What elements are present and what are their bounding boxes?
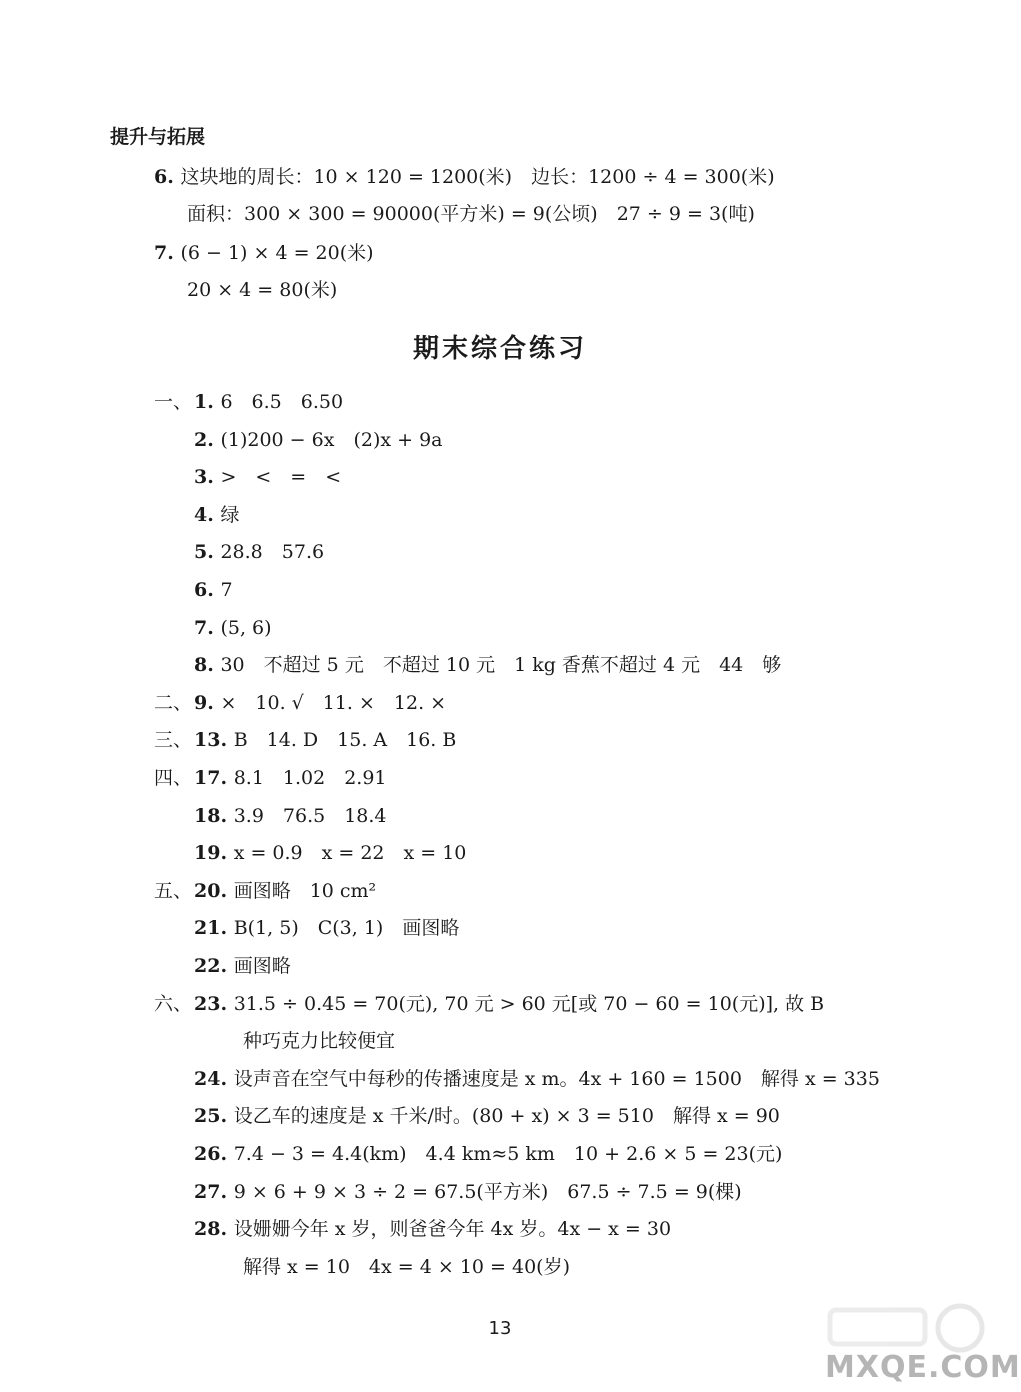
question-number: 2 (194, 429, 208, 451)
answer-text: × 10. √ 11. × 12. × (220, 692, 447, 714)
section-prefix: 六、 (154, 993, 193, 1015)
watermark-text: MXQE.COM (825, 1350, 1021, 1385)
question-number: 1 (194, 391, 208, 413)
section-prefix: 二、 (154, 692, 193, 714)
section-prefix: 四、 (154, 767, 193, 789)
answer-text: 设姗姗今年 x 岁，则爸爸今年 4x 岁。4x − x = 30 (233, 1218, 672, 1240)
answer-line: 24. 设声音在空气中每秒的传播速度是 x m。4x + 160 = 1500 解得 x = 335 (194, 1068, 880, 1090)
section-prefix: 三、 (154, 729, 193, 751)
question-number: 7 (154, 242, 168, 264)
answer-text: 6 6.5 6.50 (220, 391, 344, 413)
question-number: 4 (194, 504, 208, 526)
answer-text: (5, 6) (220, 617, 272, 639)
answer-text: (1)200 − 6x (2)x + 9a (220, 429, 443, 451)
question-number: 8 (194, 654, 208, 676)
answer-line: 18. 3.9 76.5 18.4 (194, 805, 387, 827)
question-number: 20 (194, 880, 221, 902)
answer-text: B(1, 5) C(3, 1) 画图略 (233, 917, 460, 939)
question-number: 23 (194, 993, 221, 1015)
answer-text: 这块地的周长：10 × 120 = 1200(米) 边长：1200 ÷ 4 = 300(米) (180, 166, 775, 188)
answer-line: 27. 9 × 6 + 9 × 3 ÷ 2 = 67.5(平方米) 67.5 ÷ 7.5 = 9(棵) (194, 1181, 742, 1203)
answer-line: 19. x = 0.9 x = 22 x = 10 (194, 842, 467, 864)
answer-line: 7. (5, 6) (194, 617, 272, 639)
answer-line: 21. B(1, 5) C(3, 1) 画图略 (194, 917, 460, 939)
answer-line: 7. (6 − 1) × 4 = 20(米) (154, 242, 374, 264)
question-number: 6 (154, 166, 168, 188)
question-number: 24 (194, 1068, 221, 1090)
answer-line: 6. 7 (194, 579, 233, 601)
answer-text: 画图略 10 cm² (233, 880, 377, 902)
answer-text: 设声音在空气中每秒的传播速度是 x m。4x + 160 = 1500 解得 x = 335 (233, 1068, 880, 1090)
answer-line: 二、 9. × 10. √ 11. × 12. × (154, 692, 447, 714)
question-number: 19 (194, 842, 221, 864)
answer-line: 三、 13. B 14. D 15. A 16. B (154, 729, 457, 751)
answer-line: 3. > < = < (194, 466, 342, 488)
page-number: 13 (488, 1318, 512, 1339)
answer-line (187, 201, 755, 227)
answer-text: 7.4 − 3 = 4.4(km) 4.4 km≈5 km 10 + 2.6 × 5 = 23(元) (233, 1143, 783, 1165)
answer-line: 五、 20. 画图略 10 cm² (154, 880, 377, 902)
answer-line: 22. 画图略 (194, 955, 291, 977)
answer-line: 2. (1)200 − 6x (2)x + 9a (194, 429, 443, 451)
answer-text: 设乙车的速度是 x 千米/时。(80 + x) × 3 = 510 解得 x = 90 (233, 1105, 780, 1127)
answer-line: 4. 绿 (194, 504, 240, 526)
answer-text: 面积：300 × 300 = 90000(平方米) = 9(公顷) 27 ÷ 9 = 3(吨) (187, 203, 755, 225)
answer-text: x = 0.9 x = 22 x = 10 (233, 842, 467, 864)
question-number: 25 (194, 1105, 221, 1127)
answer-text: 解得 x = 10 4x = 4 × 10 = 40(岁) (243, 1256, 570, 1278)
answer-text: 28.8 57.6 (220, 541, 325, 563)
question-number: 5 (194, 541, 208, 563)
answer-text: 30 不超过 5 元 不超过 10 元 1 kg 香蕉不超过 4 元 44 够 (220, 654, 782, 676)
question-number: 13 (194, 729, 221, 751)
answer-text: 种巧克力比较便宜 (243, 1030, 396, 1052)
question-number: 26 (194, 1143, 221, 1165)
answer-text: 3.9 76.5 18.4 (233, 805, 387, 827)
answer-line: 6. 这块地的周长：10 × 120 = 1200(米) 边长：1200 ÷ 4 = 300(米) (154, 166, 775, 188)
question-number: 18 (194, 805, 221, 827)
question-number: 6 (194, 579, 208, 601)
answer-line: 5. 28.8 57.6 (194, 541, 325, 563)
answer-line: 一、 1. 6 6.5 6.50 (154, 391, 344, 413)
answer-text: 绿 (220, 504, 240, 526)
answer-line: 8. 30 不超过 5 元 不超过 10 元 1 kg 香蕉不超过 4 元 44 够 (194, 654, 782, 676)
answer-line (243, 1254, 570, 1280)
answer-line: 25. 设乙车的速度是 x 千米/时。(80 + x) × 3 = 510 解得 x = 90 (194, 1105, 780, 1127)
answer-text: (6 − 1) × 4 = 20(米) (180, 242, 374, 264)
answer-line (243, 1028, 395, 1054)
question-number: 7 (194, 617, 208, 639)
answer-line: 四、 17. 8.1 1.02 2.91 (154, 767, 387, 789)
answer-line: 26. 7.4 − 3 = 4.4(km) 4.4 km≈5 km 10 + 2.6 × 5 = 23(元) (194, 1143, 783, 1165)
question-number: 17 (194, 767, 221, 789)
question-number: 22 (194, 955, 221, 977)
question-number: 21 (194, 917, 221, 939)
answer-text: > < = < (220, 466, 342, 488)
answer-text: 9 × 6 + 9 × 3 ÷ 2 = 67.5(平方米) 67.5 ÷ 7.5 = 9(棵) (233, 1181, 742, 1203)
question-number: 27 (194, 1181, 221, 1203)
answer-line: 28. 设姗姗今年 x 岁，则爸爸今年 4x 岁。4x − x = 30 (194, 1218, 672, 1240)
question-number: 28 (194, 1218, 221, 1240)
section-heading: 提升与拓展 (110, 126, 206, 148)
section-prefix: 五、 (154, 880, 193, 902)
page-title: 期末综合练习 (412, 334, 587, 364)
answer-line (187, 277, 337, 303)
question-number: 9 (194, 692, 208, 714)
answer-text: 20 × 4 = 80(米) (187, 279, 338, 301)
answer-text: B 14. D 15. A 16. B (233, 729, 457, 751)
section-prefix: 一、 (154, 391, 193, 413)
answer-text: 31.5 ÷ 0.45 = 70(元), 70 元 > 60 元[或 70 − 60 = 10(元)], 故 B (233, 993, 825, 1015)
answer-text: 7 (220, 579, 233, 601)
answer-line: 六、 23. 31.5 ÷ 0.45 = 70(元), 70 元 > 60 元[或 70 − 60 = 10(元)], 故 B (154, 993, 825, 1015)
answer-text: 8.1 1.02 2.91 (233, 767, 387, 789)
answer-text: 画图略 (233, 955, 291, 977)
question-number: 3 (194, 466, 208, 488)
